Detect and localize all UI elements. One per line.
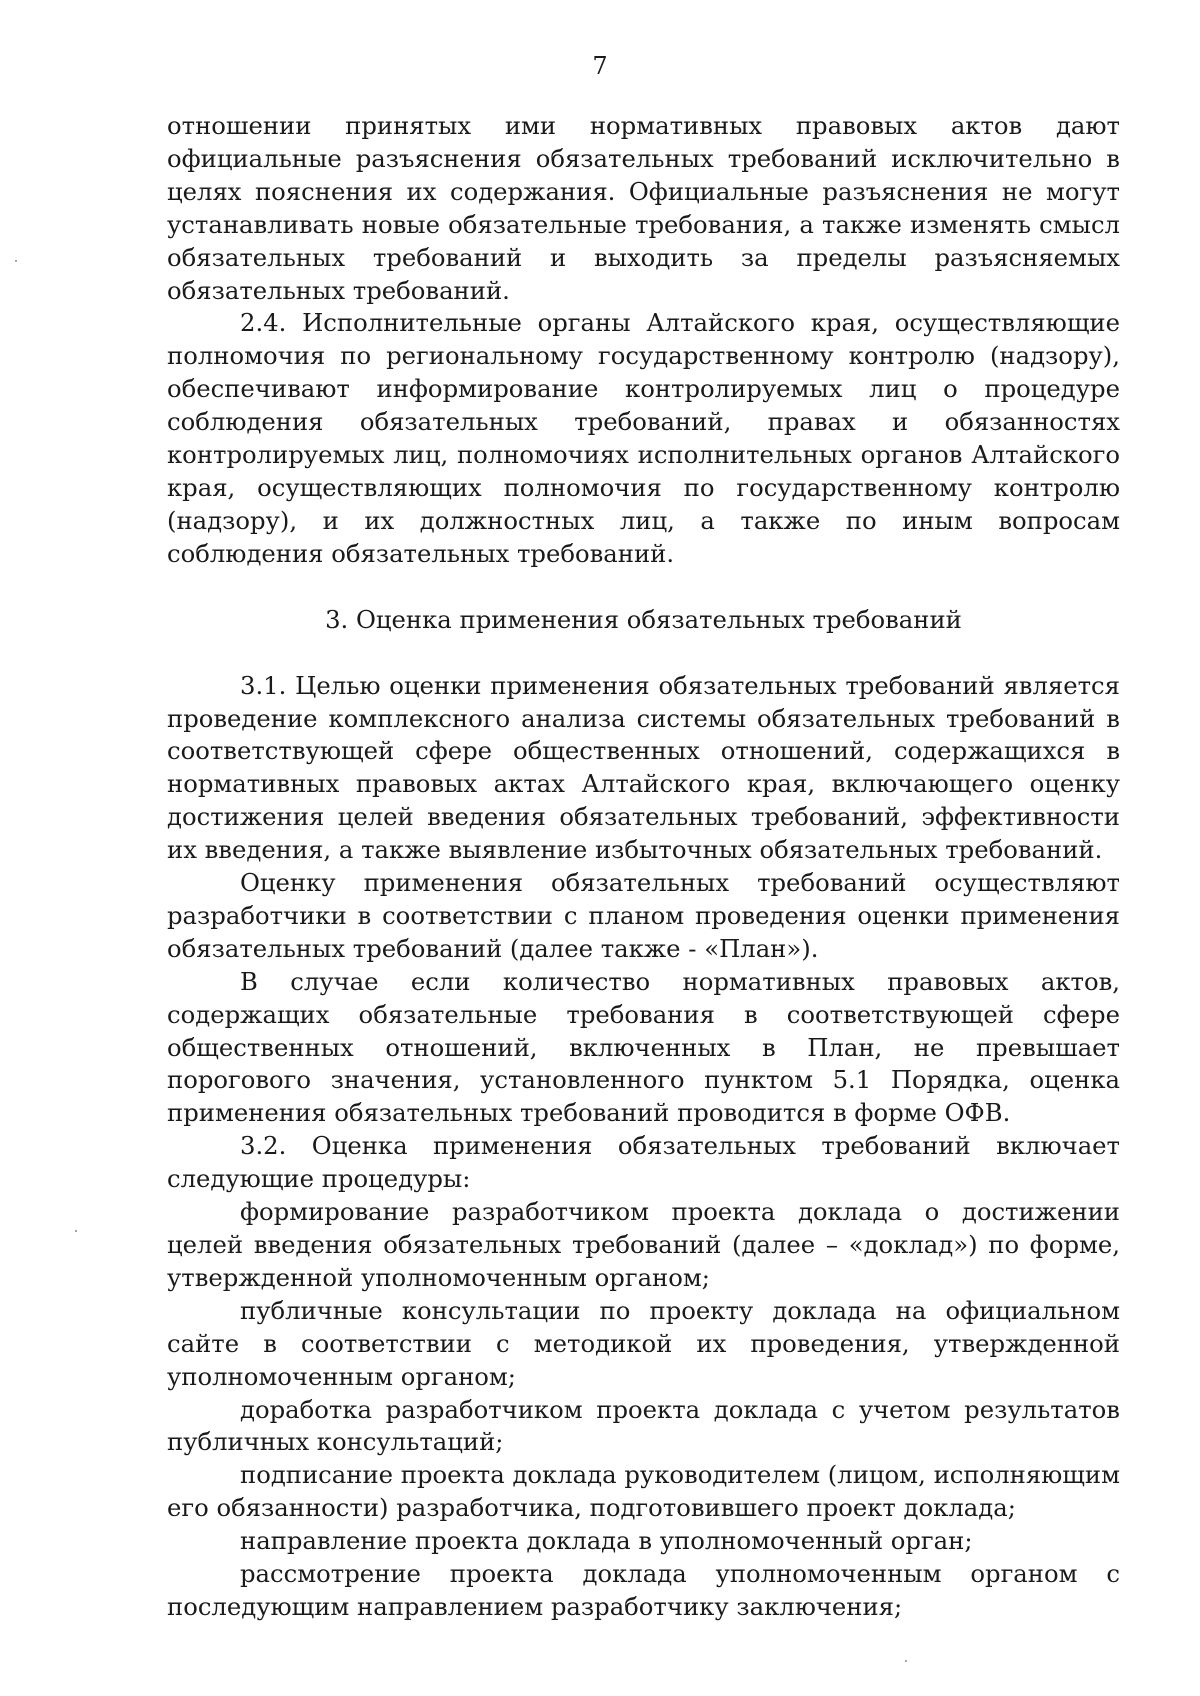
- document-body: [167, 110, 1120, 1624]
- paragraph-3-2: 3.2. Оценка применения обязательных требований включает следующие процедуры:: [167, 1131, 1120, 1194]
- paragraph-assessment-performers: Оценку применения обязательных требований осуществляют разработчики в соответствии с планом проведения оценки применения обязательных требований (далее также - «План»).: [167, 868, 1120, 963]
- page-number: 7: [592, 52, 608, 80]
- procedure-item: публичные консультации по проекту доклада на официальном сайте в соответствии с методикой их проведения, утвержденной уполномоченным органом;: [167, 1295, 1120, 1391]
- procedure-item: подписание проекта доклада руководителем (лицом, исполняющим его обязанности) разработчика, подготовившего проект доклада;: [167, 1460, 1120, 1523]
- scan-speck: [75, 1230, 77, 1232]
- scan-speck: [15, 260, 17, 262]
- scan-speck: [905, 1660, 907, 1662]
- procedure-item: формирование разработчиком проекта доклада о достижении целей введения обязательных требований (далее – «доклад») по форме, утвержденной уполномоченным органом;: [167, 1197, 1120, 1292]
- paragraph-2-4: 2.4. Исполнительные органы Алтайского края, осуществляющие полномочия по региональному государственному контролю (надзору), обеспечивают информирование контролируемых лиц о процедуре соблюдения обязательных требований, правах и обязанностях контролируемых лиц, полномочиях исполнительных органов Алтайского края, осуществляющих полномочия по государственному контролю (надзору), и их должностных лиц, а также по иным вопросам соблюдения обязательных требований.: [167, 308, 1120, 568]
- section-heading: 3. Оценка применения обязательных требований: [325, 604, 962, 634]
- paragraph-ofv-threshold: В случае если количество нормативных правовых актов, содержащих обязательные требования в соответствующей сфере общественных отношений, включенных в План, не превышает порогового значения, установленного пунктом 5.1 Порядка, оценка применения обязательных требований проводится в форме ОФВ.: [167, 966, 1120, 1128]
- paragraph-3-1: 3.1. Целью оценки применения обязательных требований является проведение комплексного анализа системы обязательных требований в соответствующей сфере общественных отношений, содержащихся в нормативных правовых актах Алтайского края, включающего оценку достижения целей введения обязательных требований, эффективности их введения, а также выявление избыточных обязательных требований.: [167, 670, 1120, 865]
- procedure-item: рассмотрение проекта доклада уполномоченным органом с последующим направлением разработчику заключения;: [167, 1559, 1120, 1621]
- procedure-item: направление проекта доклада в уполномоченный орган;: [240, 1526, 973, 1556]
- paragraph-continuation: отношении принятых ими нормативных правовых актов дают официальные разъяснения обязательных требований исключительно в целях пояснения их содержания. Официальные разъяснения не могут устанавливать новые обязательные требования, а также изменять смысл обязательных требований и выходить за пределы разъясняемых обязательных требований.: [167, 111, 1120, 305]
- procedure-item: доработка разработчиком проекта доклада с учетом результатов публичных консультаций;: [167, 1394, 1120, 1457]
